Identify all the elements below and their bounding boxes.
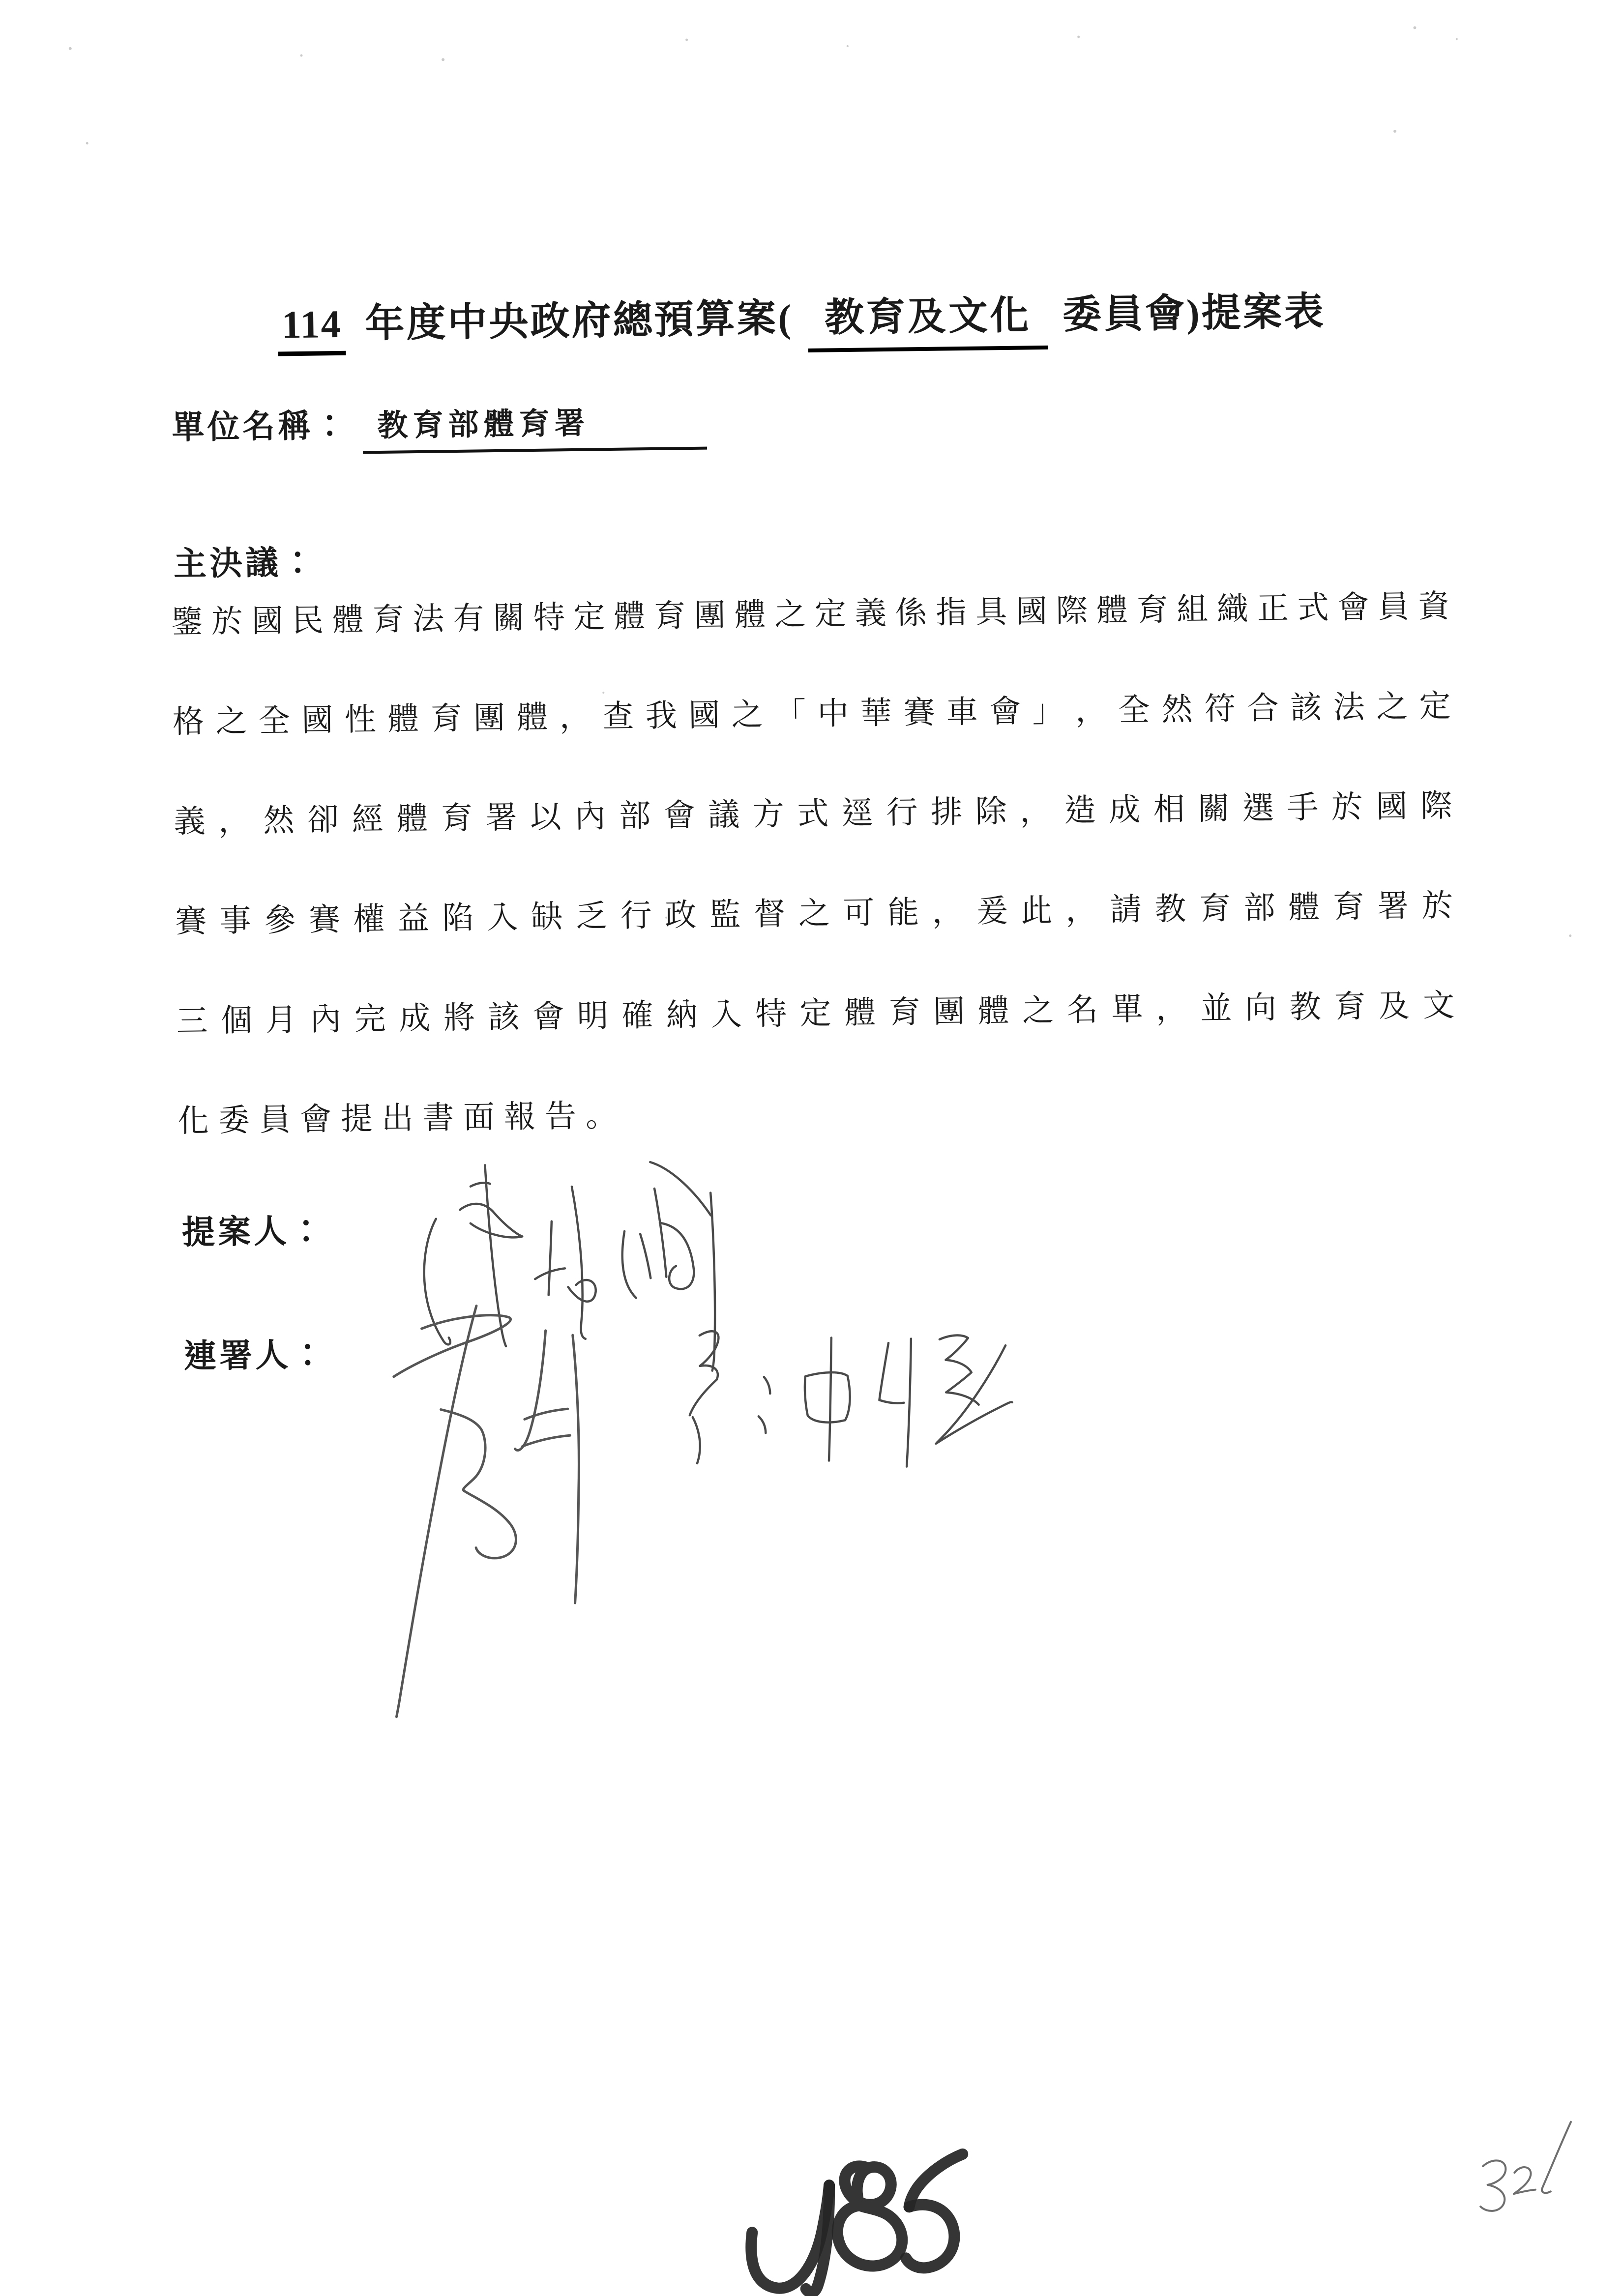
body-char: 我 [645,698,678,734]
body-char: 以 [530,799,562,835]
body-char: 缺 [531,899,563,935]
body-char: 團 [694,598,726,633]
body-char: 告 [544,1099,577,1134]
body-char: 國 [301,702,333,738]
body-char: 督 [753,896,786,932]
body-char: 法 [412,601,444,637]
proposer-label: 提案人： [181,1213,326,1251]
body-char: 成 [398,1000,431,1036]
body-char: 育 [441,800,473,836]
body-char: 明 [577,998,609,1034]
body-char: 體 [516,699,548,735]
body-char: 益 [397,901,430,936]
cosigner-signature-1 [391,1305,582,1717]
document-title [0,276,1614,362]
cosigner-label: 連署人： [183,1337,327,1375]
body-char: 然 [263,803,295,838]
body-char: 報 [503,1099,536,1134]
body-char: 育 [1333,988,1366,1024]
body-char: 體 [734,597,766,633]
body-char: 育 [372,602,404,638]
body-char: 爰 [976,893,1008,929]
body-char: 單 [1111,991,1143,1027]
body-char: 入 [710,996,742,1032]
body-char: 體 [1288,889,1320,925]
title-pre-text: 年度中央政府總預算案( [364,297,794,346]
body-char: 卻 [307,802,339,838]
body-char: 體 [332,602,364,638]
body-char: 此 [1021,893,1053,929]
body-char: ， [1065,892,1097,928]
body-char: 資 [1417,588,1450,624]
body-line-1 [171,588,1450,640]
body-char: 之 [1376,689,1408,725]
body-char: 請 [1110,892,1142,928]
body-char: 委 [218,1103,250,1138]
body-char: 並 [1200,990,1232,1026]
body-char: 鑒 [171,604,203,640]
body-char: 國 [688,698,720,733]
body-char: 定 [1419,688,1451,724]
body-char: 選 [1242,790,1274,826]
body-char: 相 [1153,791,1185,827]
body-char: 華 [860,695,892,731]
body-char: 可 [842,895,875,931]
body-char: 有 [452,601,485,637]
body-char: 名 [1066,992,1099,1028]
unit-name-value: 教育部體育署 [362,406,707,454]
resolution-paragraph [171,588,1457,1206]
body-char: 體 [1096,592,1128,628]
body-char: 政 [664,897,697,933]
body-char: 之 [798,896,830,931]
body-char: 方 [752,796,785,832]
body-char: 完 [354,1001,386,1037]
title-committee-underlined: 教育及文化 [807,283,1048,352]
body-char: 及 [1378,988,1411,1024]
body-char: 全 [258,703,291,739]
body-char: 體 [387,701,419,737]
body-char: 體 [977,993,1010,1029]
body-char: 符 [1204,691,1236,727]
body-char: 特 [533,600,565,636]
body-char: 該 [1290,690,1322,726]
body-char: 格 [172,704,205,740]
body-char: 性 [344,702,377,737]
body-char: 確 [621,998,653,1033]
body-char: 育 [1199,891,1231,927]
body-char: 事 [219,903,252,939]
body-char: 定 [814,596,847,632]
body-char: 合 [1247,691,1279,726]
page-number-corner [1479,2122,1572,2211]
body-char: 際 [1056,593,1088,629]
body-line-5 [176,990,1455,1038]
body-char: 之 [731,697,764,732]
body-char: 化 [177,1103,209,1139]
body-char: 於 [211,604,243,639]
body-char: 之 [1022,992,1054,1028]
body-char: 除 [975,793,1007,829]
body-char: 」 [1032,693,1064,729]
body-char: 係 [895,595,927,631]
body-line-2 [172,688,1451,740]
body-char: 車 [946,694,978,730]
body-char: 部 [619,798,651,834]
body-char: 內 [309,1002,342,1037]
body-char: 關 [493,600,525,636]
body-char: 手 [1286,790,1319,825]
body-char: 法 [1333,689,1365,725]
body-char: 教 [1154,891,1186,927]
title-post-text: 委員會)提案表 [1062,290,1326,337]
body-char: 書 [422,1100,454,1135]
body-char: 定 [799,995,831,1031]
body-char: 國 [1376,788,1408,824]
body-char: 會 [532,999,564,1035]
body-char: 員 [259,1102,291,1138]
body-char: 團 [933,994,965,1029]
body-char: 該 [488,999,520,1035]
body-char: 議 [708,797,740,833]
body-char: 部 [1243,890,1275,926]
body-char: 文 [1422,988,1455,1023]
body-char: 際 [1420,788,1452,824]
unit-name-label: 單位名稱： [172,407,349,446]
body-line-3 [174,790,1452,838]
cosigner-signature-2 [689,1328,1013,1470]
body-char: 中 [817,696,849,731]
body-char: ， [1155,991,1188,1027]
body-char: 體 [844,995,876,1031]
body-char: 會 [989,694,1021,729]
body-char: 式 [1297,590,1329,626]
body-char: 具 [975,594,1007,630]
body-char: 之 [215,703,247,739]
body-char: 乏 [575,899,608,934]
body-char: 排 [930,794,963,830]
body-char: 育 [653,598,686,634]
body-char: 民 [292,603,324,639]
body-char: 。 [585,1098,618,1133]
body-char: 育 [1332,889,1364,925]
body-char: 會 [1337,589,1369,625]
body-char: 署 [1377,888,1409,924]
body-char: 權 [353,901,385,937]
body-char: 月 [265,1002,297,1038]
body-char: 特 [755,996,787,1032]
body-line-4 [175,890,1454,938]
body-char: 經 [352,801,384,837]
body-char: 於 [1331,789,1363,825]
body-char: 員 [1377,589,1410,625]
body-char: 育 [888,994,920,1030]
body-char: 體 [613,599,646,634]
body-char: ， [559,699,591,735]
body-char: 署 [485,800,517,836]
body-char: ， [1019,793,1052,829]
body-char: 織 [1216,591,1249,627]
body-char: 義 [855,596,887,631]
body-char: 行 [886,795,918,831]
body-char: 內 [574,799,606,835]
body-char: 指 [935,594,967,630]
resolution-heading: 主決議： [173,544,318,583]
unit-name-row [172,395,707,448]
body-line-6 [177,1090,1456,1137]
body-char: 育 [1136,592,1168,628]
body-char: 個 [220,1003,253,1039]
body-char: 然 [1161,692,1193,727]
body-char: 向 [1244,990,1277,1025]
body-char: 國 [1015,593,1048,629]
body-char: 三 [176,1003,208,1039]
body-char: 逕 [841,795,874,831]
body-char: 教 [1289,989,1321,1025]
body-char: 正 [1257,590,1289,626]
body-char: 查 [602,698,634,734]
body-char: 關 [1197,791,1230,827]
body-char: 式 [797,796,829,832]
body-char: 會 [299,1102,332,1137]
body-char: 將 [443,1000,475,1036]
body-char: 賽 [175,903,207,939]
body-char: 參 [264,902,296,938]
page-number-center [750,2154,964,2293]
body-char: 能 [887,895,919,930]
body-char: 組 [1176,591,1209,627]
body-char: 造 [1064,792,1096,828]
body-char: 體 [396,801,428,837]
body-char: 行 [620,898,652,933]
body-char: 於 [1421,888,1454,924]
body-char: ， [218,803,250,839]
body-char: 出 [381,1101,413,1136]
body-char: 會 [663,797,696,833]
body-char: 義 [174,804,206,840]
title-year-underlined: 114 [277,302,346,356]
body-char: ， [1075,693,1107,728]
body-char: 全 [1118,692,1150,728]
body-char: ， [932,894,964,930]
body-char: 團 [473,700,505,736]
body-char: 面 [463,1100,495,1135]
body-char: 納 [666,997,698,1033]
body-char: 入 [486,900,519,935]
body-char: 提 [340,1101,373,1137]
body-char: 賽 [308,902,341,937]
body-char: 定 [573,599,605,635]
body-char: 監 [709,897,741,932]
body-char: 「 [774,697,806,732]
body-char: 國 [251,603,284,639]
body-char: 賽 [903,695,935,730]
body-char: 育 [430,700,463,736]
body-char: 之 [774,597,806,632]
body-char: 陷 [442,900,474,936]
body-char: 成 [1108,792,1141,828]
